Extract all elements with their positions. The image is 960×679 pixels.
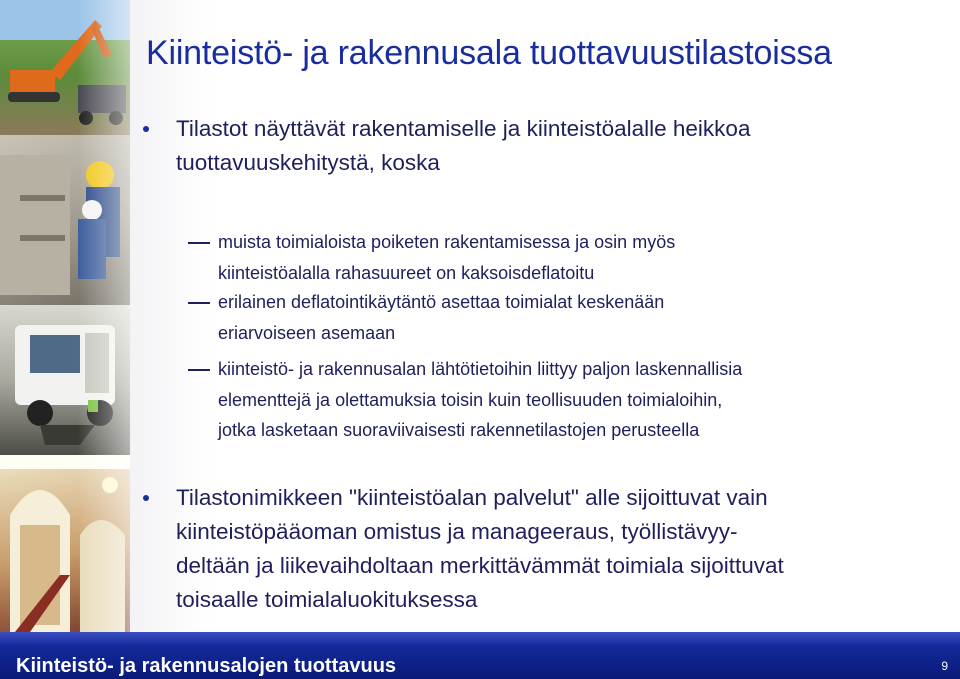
bullet-point (143, 495, 149, 501)
sub-bullet-text-1 (218, 227, 675, 288)
sub-bullet-2-line-1: erilainen deflatointikäytäntö asettaa toimialat keskenään (218, 292, 665, 312)
sub-bullet-2-line-2: eriarvoiseen asemaan (218, 322, 396, 343)
photo-strip (0, 0, 130, 632)
bullet-1-line-2: tuottavuuskehitystä, koska (176, 150, 440, 175)
footer-title: Kiinteistö- ja rakennusalojen tuottavuus (16, 655, 397, 677)
slide-title: Kiinteistö- ja rakennusala tuottavuustilastoissa (146, 34, 832, 72)
sub-bullet-3-line-3: jotka lasketaan suoraviivaisesti rakennetilastojen perusteella (218, 420, 700, 440)
sub-bullet-text-2 (218, 287, 664, 348)
bullet-text-2 (176, 481, 784, 617)
building-interior-photo (0, 455, 130, 632)
bullet-2-line-2: kiinteistöpääoman omistus ja manageeraus, työllistävyy- (176, 519, 738, 544)
sub-bullet-dash (188, 302, 210, 304)
sub-bullet-3-line-1: kiinteistö- ja rakennusalan lähtötietoihin liittyy paljon laskennallisia (218, 359, 743, 379)
excavator-photo (0, 0, 130, 135)
bullet-1-line-1: Tilastot näyttävät rakentamiselle ja kiinteistöalalle heikkoa (176, 116, 751, 141)
sub-bullet-1-line-1: muista toimialoista poiketen rakentamisessa ja osin myös (218, 232, 676, 252)
sub-bullet-dash (188, 242, 210, 244)
bullet-2-line-4: toisaalle toimialaluokituksessa (176, 587, 478, 612)
bullet-2-line-1: Tilastonimikkeen "kiinteistöalan palvelut" alle sijoittuvat vain (176, 485, 768, 510)
sub-bullet-1-line-2: kiinteistöalalla rahasuureet on kaksoisdeflatoitu (218, 262, 595, 283)
sub-bullet-text-3 (218, 354, 742, 446)
street-sweeper-photo (0, 305, 130, 455)
bullet-2-line-3: deltään ja liikevaihdoltaan merkittävämmät toimiala sijoittuvat (176, 553, 784, 578)
page-number: 9 (941, 659, 948, 673)
construction-workers-photo (0, 135, 130, 305)
sub-bullet-3-line-2: elementtejä ja olettamuksia toisin kuin teollisuuden toimialoihin, (218, 389, 723, 410)
sub-bullet-dash (188, 369, 210, 371)
bullet-point (143, 126, 149, 132)
bullet-text-1 (176, 112, 750, 180)
